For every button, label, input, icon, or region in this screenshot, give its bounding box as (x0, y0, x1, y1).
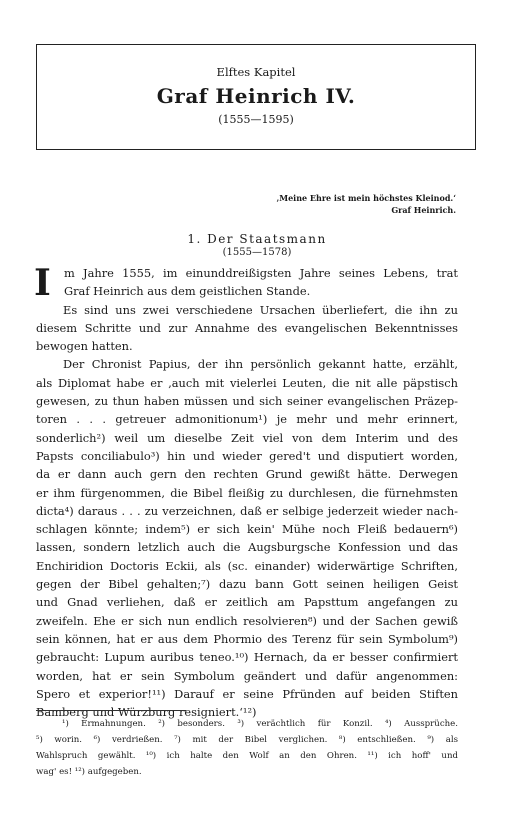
text-line: Graf Heinrich aus dem geistlichen Stande. (64, 284, 311, 299)
body-text (36, 264, 458, 721)
motto (276, 192, 456, 216)
text-line: toren . . . getreuer admonitionum¹) je mehr und mehr erinnert, (36, 412, 458, 427)
text-line: da er dann auch gern den rechten Grund gewißt hätte. Derwegen (36, 467, 458, 482)
footnotes (36, 716, 458, 780)
text-line: gewesen, zu thun haben müssen und sich seiner evangelischen Präzep- (36, 394, 458, 409)
section-title: 1. Der Staatsmann (187, 232, 327, 246)
text-line: gebraucht: Lupum auribus teneo.¹⁰) Hernach, da er besser confirmiert (36, 650, 458, 665)
text-line: als Diplomat habe er ‚auch mit vielerlei Leuten, die nit alle päpstisch (36, 375, 458, 390)
text-line: gegen der Bibel gehalten;⁷) dazu bann Gott seinen heiligen Geist (36, 577, 458, 592)
text-line: worden, hat er sein Symbolum geändert und dafür angenommen: (36, 668, 458, 683)
motto-author: Graf Heinrich. (391, 205, 456, 215)
footnote-line: wag' es! ¹²) aufgegeben. (36, 767, 142, 777)
text-line: und Gnad verliehen, daß er zeitlich am Papsttum angefangen zu (36, 595, 458, 610)
text-line: Spero et experior!¹¹) Darauf er seine Pfründen auf beiden Stiften (36, 686, 458, 701)
footnote-line: ⁵) worin. ⁶) verdrießen. ⁷) mit der Bibel verglichen. ⁸) entschließen. ⁹) als (36, 735, 458, 745)
text-line: dicta⁴) daraus . . . zu verzeichnen, daß er selbige jederzeit wieder nach- (36, 503, 458, 518)
text-line: Enchiridion Doctoris Eckii, als (sc. einander) widerwärtige Schriften, (36, 558, 458, 573)
chapter-header-box (36, 44, 476, 150)
text-line: zweifeln. Ehe er sich nun endlich resolvieren⁸) und der Sachen gewiß (36, 613, 458, 628)
chapter-label: Elftes Kapitel (216, 65, 296, 79)
chapter-years: (1555—1595) (218, 113, 294, 126)
section-years: (1555—1578) (222, 247, 292, 258)
text-line: sein können, hat er aus dem Phormio des Terenz für sein Symbolum⁹) (36, 631, 458, 646)
text-line: schlagen könnte; indem⁵) er sich kein' Mühe noch Fleiß bedauern⁶) (36, 522, 458, 537)
footnote-line: ¹) Ermahnungen. ²) besonders. ³) verächtlich für Konzil. ⁴) Aussprüche. (62, 719, 458, 729)
text-line: m Jahre 1555, im einunddreißigsten Jahre seines Lebens, trat (64, 266, 458, 280)
text-line: diesem Schritte und zur Annahme des evangelischen Bekenntnisses (36, 320, 458, 335)
text-line: lassen, sondern letzlich auch die Augsburgsche Konfession und das (36, 540, 458, 555)
text-line: Papsts conciliabulo³) hin und wieder gered't und disputiert worden, (36, 448, 458, 463)
drop-cap: I (34, 262, 51, 304)
motto-quote: ‚Meine Ehre ist mein höchstes Kleinod.‘ (276, 193, 456, 203)
chapter-title: Graf Heinrich IV. (156, 84, 356, 108)
text-line: bewogen hatten. (36, 339, 133, 354)
text-line: sonderlich²) weil um dieselbe Zeit viel von dem Interim und des (36, 430, 458, 445)
text-line: er ihm fürgenommen, die Bibel fleißig zu durchlesen, die fürnehmsten (36, 485, 458, 500)
text-line: Bamberg und Würzburg resigniert.‘¹²) (36, 705, 257, 720)
text-line: Es sind uns zwei verschiedene Ursachen überliefert, die ihn zu (63, 302, 458, 317)
text-line: Der Chronist Papius, der ihn persönlich gekannt hatte, erzählt, (63, 357, 458, 372)
footnote-line: Wahlspruch gewählt. ¹⁰) ich halte den Wolf an den Ohren. ¹¹) ich hoff' und (36, 751, 458, 761)
footnote-rule (36, 710, 186, 711)
